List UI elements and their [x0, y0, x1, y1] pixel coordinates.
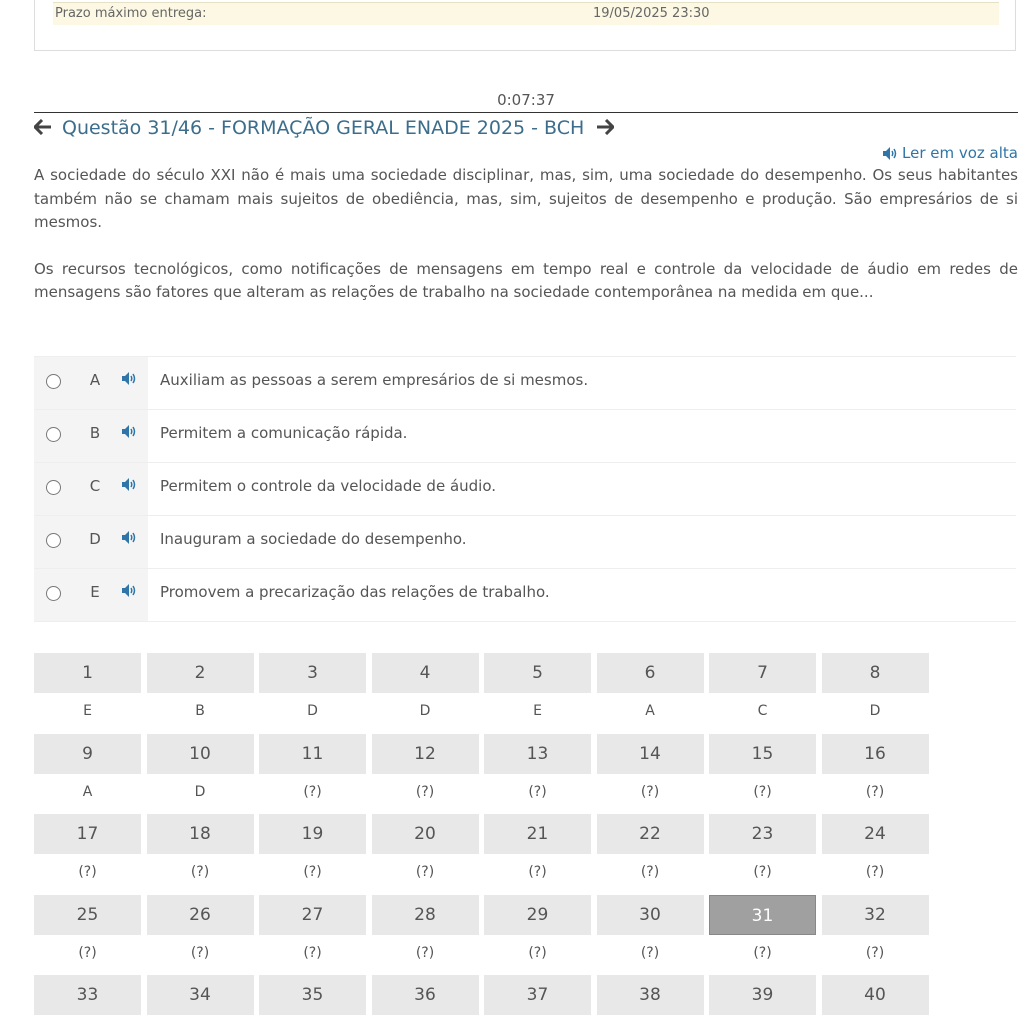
answer-status: (?) — [415, 944, 435, 961]
question-number-button[interactable]: 2 — [147, 653, 254, 693]
answer-status: (?) — [415, 864, 435, 880]
deadline-row — [53, 2, 999, 25]
question-number-button[interactable]: 29 — [484, 895, 591, 935]
answer-status: (?) — [528, 864, 547, 880]
question-paragraph: Os recursos tecnológicos, como notificações de mensagens em tempo real e controle da velocidade de áudio em redes de mensagens são fatores que alteram as relações de trabalho na sociedade contemporânea na medida em que... — [34, 259, 1018, 301]
answer-status: (?) — [640, 783, 660, 800]
question-number-button[interactable]: 21 — [484, 814, 591, 854]
answer-status: (?) — [303, 783, 322, 800]
deadline-value: 19/05/2025 23:30 — [593, 6, 710, 21]
question-number-button[interactable]: 39 — [709, 975, 816, 1015]
answer-row — [34, 854, 934, 895]
next-question-arrow-icon[interactable] — [596, 117, 614, 141]
question-number-button[interactable]: 19 — [259, 814, 366, 854]
answer-status: (?) — [528, 944, 547, 961]
question-number-button[interactable]: 38 — [597, 975, 704, 1015]
speaker-icon[interactable] — [122, 425, 137, 438]
answer-status: C — [757, 703, 768, 719]
answer-status: E — [83, 703, 92, 719]
question-number-button[interactable]: 40 — [822, 975, 929, 1015]
timer: 0:07:37 — [497, 91, 555, 109]
question-number-button[interactable]: 7 — [709, 653, 816, 693]
question-number-button[interactable]: 4 — [372, 653, 479, 693]
question-number-button[interactable]: 26 — [147, 895, 254, 935]
option-text: Promovem a precarização das relações de trabalho. — [160, 583, 550, 601]
answer-status: (?) — [415, 783, 435, 800]
question-navigation-grid — [34, 653, 934, 1015]
question-number-button[interactable]: 28 — [372, 895, 479, 935]
answer-status: (?) — [865, 944, 885, 961]
answer-status: (?) — [190, 944, 210, 961]
option-letter: B — [76, 410, 114, 462]
question-number-button[interactable]: 32 — [822, 895, 929, 935]
answer-row — [34, 693, 934, 734]
answer-status: D — [869, 703, 881, 719]
option-d[interactable] — [34, 516, 1016, 569]
option-text: Permitem a comunicação rápida. — [160, 424, 408, 442]
question-number-row — [34, 734, 934, 774]
question-number-button[interactable]: 35 — [259, 975, 366, 1015]
read-aloud-label: Ler em voz alta — [902, 144, 1018, 162]
answer-status: (?) — [190, 864, 210, 880]
question-number-row — [34, 814, 934, 854]
question-number-button[interactable]: 12 — [372, 734, 479, 774]
question-number-button[interactable]: 5 — [484, 653, 591, 693]
answer-status: E — [533, 703, 542, 719]
answer-status: (?) — [303, 864, 322, 880]
speaker-icon — [883, 147, 898, 160]
speaker-icon[interactable] — [122, 478, 137, 491]
speaker-icon[interactable] — [122, 372, 137, 385]
question-number-button[interactable]: 30 — [597, 895, 704, 935]
question-number-button[interactable]: 14 — [597, 734, 704, 774]
answer-options — [34, 356, 1016, 622]
answer-status: D — [307, 703, 318, 719]
question-number-button[interactable]: 6 — [597, 653, 704, 693]
question-number-button[interactable]: 10 — [147, 734, 254, 774]
question-number-button[interactable]: 24 — [822, 814, 929, 854]
divider — [34, 112, 1018, 113]
answer-status: (?) — [78, 944, 97, 961]
answer-status: (?) — [865, 864, 885, 880]
answer-status: A — [645, 703, 655, 719]
question-number-button[interactable]: 8 — [822, 653, 929, 693]
question-number-button[interactable]: 11 — [259, 734, 366, 774]
option-a-radio[interactable] — [46, 374, 61, 389]
question-number-button[interactable]: 37 — [484, 975, 591, 1015]
question-number-button[interactable]: 23 — [709, 814, 816, 854]
answer-row — [34, 774, 934, 815]
question-number-button[interactable]: 25 — [34, 895, 141, 935]
question-number-row — [34, 895, 934, 935]
deadline-label: Prazo máximo entrega: — [55, 6, 207, 21]
question-number-button[interactable]: 3 — [259, 653, 366, 693]
previous-question-arrow-icon[interactable] — [34, 117, 52, 141]
option-letter: C — [76, 463, 114, 515]
question-number-button[interactable]: 34 — [147, 975, 254, 1015]
speaker-icon[interactable] — [122, 531, 137, 544]
answer-status: (?) — [640, 864, 660, 880]
answer-status: (?) — [753, 864, 772, 880]
answer-status: (?) — [528, 783, 547, 800]
question-number-button[interactable]: 22 — [597, 814, 704, 854]
question-number-button[interactable]: 13 — [484, 734, 591, 774]
option-letter: D — [76, 516, 114, 568]
question-number-button[interactable]: 1 — [34, 653, 141, 693]
answer-status: D — [419, 703, 431, 719]
option-text: Inauguram a sociedade do desempenho. — [160, 530, 467, 548]
answer-status: A — [82, 783, 93, 800]
question-number-row — [34, 975, 934, 1015]
question-number-button[interactable]: 16 — [822, 734, 929, 774]
option-text: Auxiliam as pessoas a serem empresários de si mesmos. — [160, 371, 589, 389]
option-c-radio[interactable] — [46, 480, 61, 495]
option-letter: E — [76, 569, 114, 621]
option-d-radio[interactable] — [46, 533, 61, 548]
answer-status: (?) — [78, 864, 97, 880]
question-number-button[interactable]: 15 — [709, 734, 816, 774]
question-number-button[interactable]: 9 — [34, 734, 141, 774]
option-e-radio[interactable] — [46, 586, 61, 601]
question-number-row — [34, 653, 934, 693]
question-statement — [34, 164, 1018, 328]
question-number-button[interactable]: 18 — [147, 814, 254, 854]
answer-status: (?) — [753, 944, 772, 961]
question-number-button[interactable]: 31 — [709, 895, 816, 935]
question-number-button[interactable]: 36 — [372, 975, 479, 1015]
option-e[interactable] — [34, 569, 1016, 622]
question-number-button[interactable]: 33 — [34, 975, 141, 1015]
question-number-button[interactable]: 27 — [259, 895, 366, 935]
option-a[interactable] — [34, 357, 1016, 410]
question-number-button[interactable]: 20 — [372, 814, 479, 854]
option-text: Permitem o controle da velocidade de áudio. — [160, 477, 497, 495]
question-number-button[interactable]: 17 — [34, 814, 141, 854]
question-paragraph: A sociedade do século XXI não é mais uma sociedade disciplinar, mas, sim, uma sociedade do desempenho. Os seus habitantes também não se chamam mais sujeitos de obediência, mas, sim, sujeitos de desempenho e produção. São empresários de si mesmos. — [34, 166, 1018, 231]
answer-status: B — [195, 703, 205, 719]
read-aloud-link[interactable] — [883, 143, 1018, 163]
option-c[interactable] — [34, 463, 1016, 516]
answer-status: D — [194, 783, 206, 800]
question-title-bar — [34, 116, 614, 140]
answer-status: (?) — [640, 944, 660, 961]
question-title: Questão 31/46 - FORMAÇÃO GERAL ENADE 2025 - BCH — [62, 117, 585, 139]
answer-status: (?) — [865, 783, 885, 800]
option-b-radio[interactable] — [46, 427, 61, 442]
answer-status: (?) — [753, 783, 772, 800]
option-b[interactable] — [34, 410, 1016, 463]
deadline-panel — [34, 0, 1016, 51]
answer-row — [34, 935, 934, 976]
option-letter: A — [76, 357, 114, 409]
answer-status: (?) — [303, 944, 322, 961]
speaker-icon[interactable] — [122, 584, 137, 597]
